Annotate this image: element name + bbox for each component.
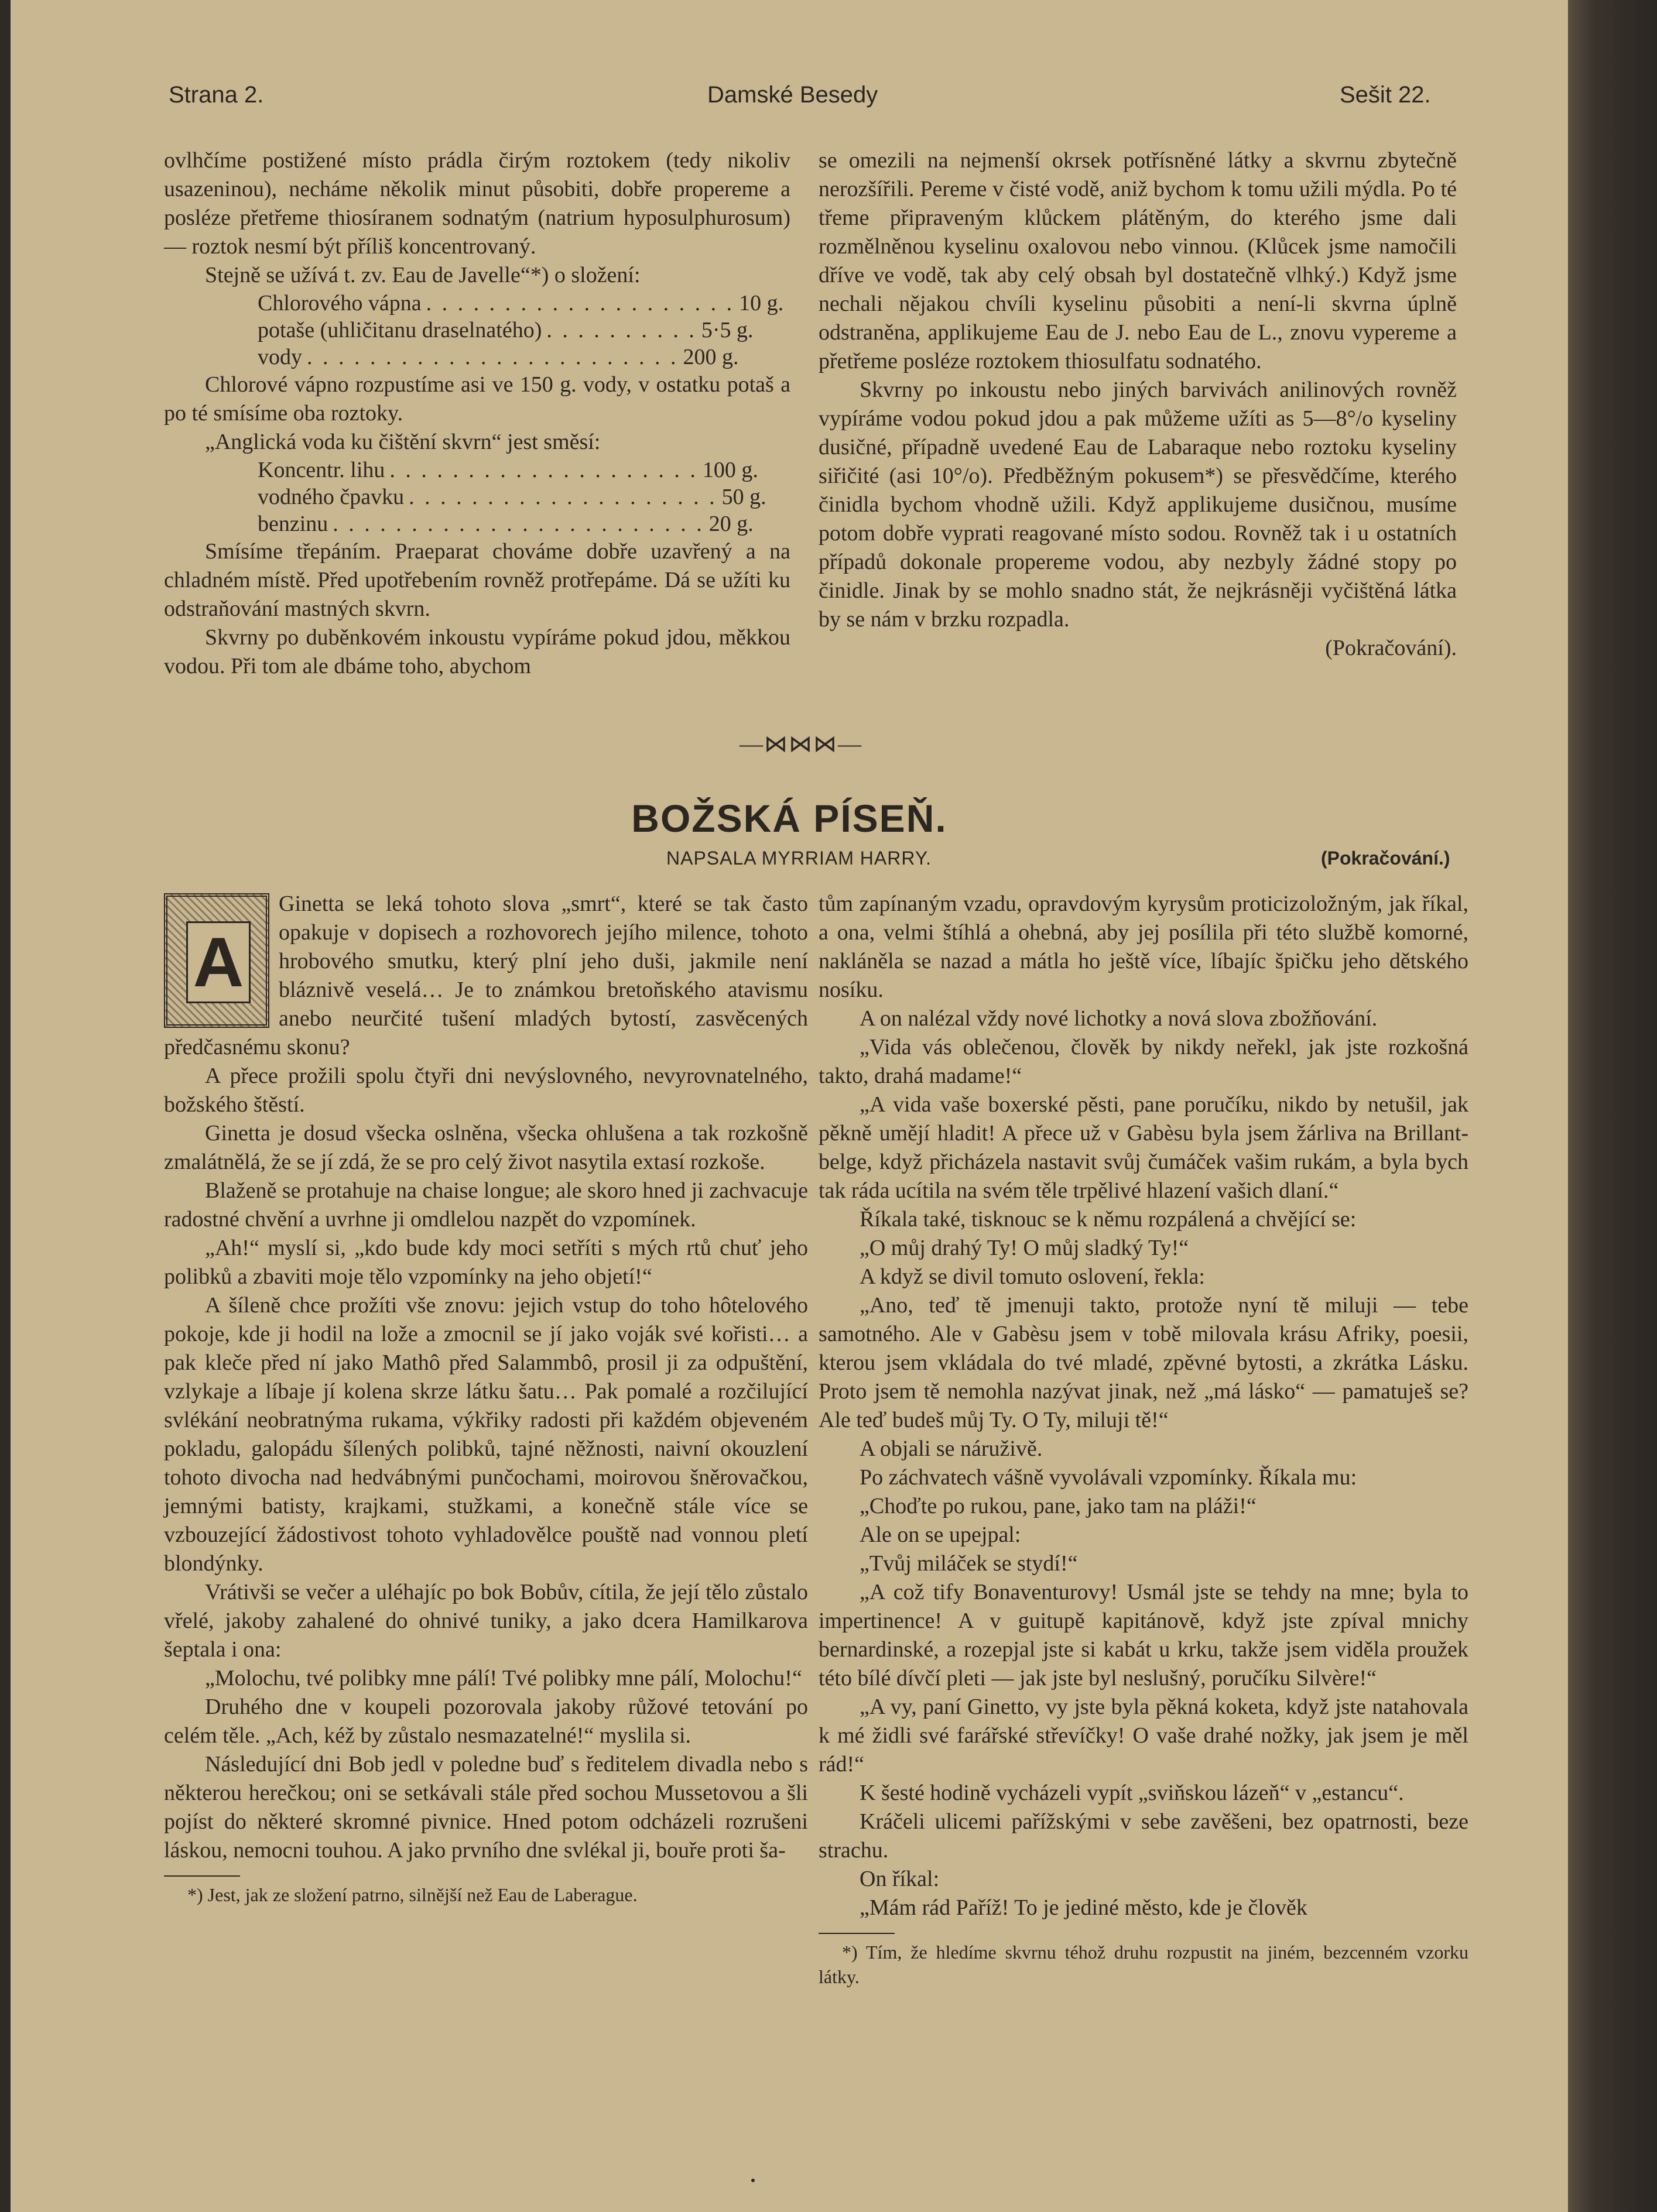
story-paragraph: Druhého dne v koupeli pozorovala jakoby růžové tetování po celém těle. „Ach, kéž by zůstalo nesmazatelné!“ myslila si. bbox=[164, 1695, 808, 1748]
paragraph: Smísíme třepáním. Praeparat chováme dobře uzavřený a na chladném místě. Před upotřebením rovněž protřepáme. Dá se užíti ku odstraňování mastných skvrn. bbox=[164, 539, 790, 621]
book-binding-edge bbox=[1568, 0, 1657, 2212]
story-paragraph: A když se divil tomuto oslovení, řekla: bbox=[860, 1264, 1205, 1289]
story-column-left bbox=[164, 890, 808, 1907]
story-paragraph: tům zapínaným vzadu, opravdovým kyrysům proticizoložným, jak říkal, a ona, velmi štíhlá a ohebná, aby jej posílila při této službě komorné, nakláněla se nazad a mátla ho ještě více, líbajíc špičku jeho dětského nosíku. bbox=[819, 891, 1468, 1002]
paragraph: Chlorové vápno rozpustíme asi ve 150 g. vody, v ostatku potaš a po té smísíme oba roztoky. bbox=[164, 372, 790, 426]
recipe-row: Chlorového vápna . . . . . . . . . . . . . . . . . . . . 10 g. bbox=[258, 291, 784, 315]
story-paragraph: „A vy, paní Ginetto, vy jste byla pěkná koketa, když jste natahovala k mé židli své farářské střevíčky! O vaše drahé nožky, jak jsem je měl rád!“ bbox=[819, 1695, 1468, 1777]
story-paragraph: „Ano, teď tě jmenuji takto, protože nyní tě miluji — tebe samotného. Ale v Gabèsu jsem v tobě milovala krásu Afriky, poesii, kterou jsem vkládala do tvé mladé, zpěvné bytosti, a zkrátka Lásku. Proto jsem tě nemohla nazývat jinak, než „má lásko“ — pamatuješ se? Ale teď budeš můj Ty. O Ty, miluji tě!“ bbox=[819, 1293, 1468, 1432]
footnote-rule bbox=[819, 1933, 895, 1934]
page-header bbox=[11, 70, 1568, 123]
recipe-row: benzinu . . . . . . . . . . . . . . . . . . . . . . . . 20 g. bbox=[258, 512, 754, 536]
story-paragraph: Ginetta se leká tohoto slova „smrt“, které se tak často opakuje v dopisech a rozhovorech jejího milence, tohoto hrobového smutku, který plní jeho duši, jakmile není bláznivě veselá… Je to známkou bretoňského atavismu anebo neurčité tušení mladých bytostí, zasvěcených předčasnému skonu? bbox=[164, 891, 808, 1059]
drop-cap: A bbox=[164, 893, 269, 1028]
story-paragraph: „Ah!“ myslí si, „kdo bude kdy moci setříti s mých rtů chuť jeho polibků a zbaviti moje tělo vzpomínky na jeho objetí!“ bbox=[164, 1236, 808, 1289]
story-continued-label: (Pokračování.) bbox=[1321, 848, 1450, 869]
story-paragraph: Vrátivši se večer a uléhajíc po bok Bobův, cítila, že její tělo zůstalo vřelé, jakoby zahalené do ohnivé tuniky, a jako dcera Hamilkarova šeptala i ona: bbox=[164, 1580, 808, 1662]
article-column-left bbox=[164, 146, 790, 681]
story-paragraph: „Tvůj miláček se stydí!“ bbox=[860, 1551, 1078, 1576]
paragraph: se omezili na nejmenší okrsek potřísněné látky a skvrnu zbytečně nerozšířili. Pereme v čisté vodě, aniž bychom k tomu užili mýdla. Po té třeme připraveným klůckem plátěným, do kterého jsme dali rozmělněnou kyselinu oxalovou nebo vinnou. (Klůcek jsme namočili dříve ve vodě, tak aby celý obsah byl dostatečně vlhký.) Když jsme nechali nějakou chvíli kyselinu působiti a není-li skvrna úplně odstraněna, applikujeme Eau de J. nebo Eau de L., znovu vypereme a přetřeme posléze roztokem thiosulfatu sodnatého. bbox=[819, 148, 1457, 373]
recipe-english-water bbox=[258, 457, 790, 537]
paragraph: ovlhčíme postižené místo prádla čirým roztokem (tedy nikoliv usazeninou), necháme několik minut působiti, dobře propereme a posléze přetřeme thiosíranem sodnatým (natrium hyposulphurosum) — roztok nesmí být příliš koncentrovaný. bbox=[164, 148, 790, 259]
story-paragraph: „Choďte po rukou, pane, jako tam na pláži!“ bbox=[860, 1494, 1257, 1518]
story-paragraph: A šíleně chce prožíti vše znovu: jejich vstup do toho hôtelového pokoje, kde ji hodil na lože a zmocnil se jí jako voják své kořisti… a pak kleče před ní jako Mathô před Salammbô, prosil ji za odpuštění, vzlykaje a líbaje jí kolena skrze látku šatu… Pak pomalé a rozčilující svlékání neobratnýma rukama, výkřiky radosti při každém objeveném pokladu, galopádu šílených polibků, tajné něžnosti, naivní okouzlení tohoto divocha nad hedvábnými punčochami, moirovou šněrovačkou, jemnými batisty, krajkami, stužkami, a konečně stále více se vzbouzející žádostivost tohoto vyhladovělce pouště nad vonnou pletí blondýnky. bbox=[164, 1293, 808, 1576]
story-paragraph: On říkal: bbox=[860, 1867, 940, 1891]
recipe-row: vodného čpavku . . . . . . . . . . . . . . . . . . . . 50 g. bbox=[258, 485, 766, 509]
paragraph: „Anglická voda ku čištění skvrn“ jest směsí: bbox=[205, 430, 601, 454]
recipe-row: vody . . . . . . . . . . . . . . . . . . . . . . . . 200 g. bbox=[258, 345, 739, 369]
magazine-page bbox=[11, 0, 1568, 2212]
story-paragraph: Blaženě se protahuje na chaise longue; ale skoro hned ji zachvacuje radostné chvění a uvrhne ji omdlelou nazpět do vzpomínek. bbox=[164, 1178, 808, 1232]
story-paragraph: Ginetta je dosud všecka oslněna, všecka ohlušena a tak rozkošně zmalátnělá, že se jí zdá, že se pro celý život nasytila extasí rozkoše. bbox=[164, 1121, 808, 1174]
footnote: *) Jest, jak ze složení patrno, silnější než Eau de Laberague. bbox=[187, 1884, 638, 1905]
story-paragraph: Ale on se upejpal: bbox=[860, 1522, 1021, 1547]
story-paragraph: A objali se náruživě. bbox=[860, 1436, 1043, 1461]
story-paragraph: A on nalézal vždy nové lichotky a nová slova zbožňování. bbox=[860, 1006, 1378, 1031]
story-paragraph: A přece prožili spolu čtyři dni nevýslovného, nevyrovnatelného, božského štěstí. bbox=[164, 1064, 808, 1117]
story-byline: NAPSALA MYRRIAM HARRY. bbox=[666, 848, 932, 869]
story-paragraph: Říkala také, tisknouc se k němu rozpálená a chvějící se: bbox=[860, 1207, 1357, 1232]
story-paragraph: K šesté hodině vycházeli vypít „sviňskou lázeň“ v „estancu“. bbox=[860, 1781, 1404, 1805]
recipe-row: potaše (uhličitanu draselnatého) . . . . . . . . . . 5·5 g. bbox=[258, 318, 754, 342]
story-paragraph: Kráčeli ulicemi pařížskými v sebe zavěšeni, bez opatrnosti, beze strachu. bbox=[819, 1809, 1468, 1863]
page-number: Strana 2. bbox=[169, 82, 264, 108]
story-paragraph: „Vida vás oblečenou, člověk by nikdy neřekl, jak jste rozkošná takto, drahá madame!“ bbox=[819, 1035, 1468, 1088]
story-paragraph: „Mám rád Paříž! To je jediné město, kde je člověk bbox=[860, 1895, 1307, 1920]
section-divider-ornament: —⋈⋈⋈— bbox=[740, 730, 862, 757]
footnote: *) Tím, že hledíme skvrnu téhož druhu rozpustit na jiném, bezcenném vzorku látky. bbox=[819, 1942, 1468, 1987]
continued-note: (Pokračování). bbox=[1325, 636, 1457, 660]
issue-number: Sešit 22. bbox=[1340, 82, 1431, 108]
story-title: BOŽSKÁ PÍSEŇ. bbox=[631, 797, 947, 840]
page-dot bbox=[751, 2179, 755, 2182]
story-paragraph: „A vida vaše boxerské pěsti, pane poručíku, nikdo by netušil, jak pěkně umějí hladit! A přece už v Gabèsu byla jsem žárliva na Brillant-belge, když přicházela nastavit svůj čumáček vašim rukám, a byla bych tak ráda ucítila na svém těle trpělivé hlazení vašich dlaní.“ bbox=[819, 1092, 1468, 1203]
paragraph: Skvrny po duběnkovém inkoustu vypíráme pokud jdou, měkkou vodou. Při tom ale dbáme toho, abychom bbox=[164, 625, 790, 678]
story-paragraph: „Molochu, tvé polibky mne pálí! Tvé polibky mne pálí, Molochu!“ bbox=[205, 1666, 802, 1690]
magazine-title: Damské Besedy bbox=[707, 82, 878, 108]
paragraph: Stejně se užívá t. zv. Eau de Javelle“*) o složení: bbox=[205, 263, 641, 287]
footnote-rule bbox=[164, 1875, 240, 1877]
story-paragraph: Následující dni Bob jedl v poledne buď s ředitelem divadla nebo s některou herečkou; oni se setkávali stále před sochou Mussetovou a šli pojíst do některé skromné pivnice. Hned potom odcházeli rozrušeni láskou, nemocni touhou. A jako prvního dne svlékal ji, bouře proti ša- bbox=[164, 1752, 808, 1863]
article-column-right bbox=[819, 146, 1457, 663]
story-column-right bbox=[819, 890, 1468, 1989]
story-paragraph: „A což tify Bonaventurovy! Usmál jste se tehdy na mne; byla to impertinence! A v guitupě kapitánově, když jste zpíval mnichy bernardinské, a rozepjal jste si kabát u krku, takže jsem viděla proužek této bílé dívčí pleti — jak jste byl neslušný, poručíku Silvère!“ bbox=[819, 1580, 1468, 1690]
paragraph: Skvrny po inkoustu nebo jiných barvivách anilinových rovněž vypíráme vodou pokud jdou a pak můžeme užíti as 5—8°/o kyseliny dusičné, případně uvedené Eau de Labaraque nebo roztoku kyseliny siřičité (asi 10°/o). Předběžným pokusem*) se přesvědčíme, kterého činidla bychom vhodně užili. Když applikujeme dusičnou, musíme potom dobře vyprati reagované místo sodou. Rovněž tak i u ostatních případů dokonale propereme vodou, aby nezbyly žádné stopy po činidle. Jinak by se mohlo snadno stát, že nejkrásněji vyčištěná látka by se nám v brzku rozpadla. bbox=[819, 378, 1457, 632]
recipe-javelle bbox=[258, 290, 790, 371]
story-paragraph: „O můj drahý Ty! O můj sladký Ty!“ bbox=[860, 1236, 1189, 1260]
recipe-row: Koncentr. lihu . . . . . . . . . . . . . . . . . . . . 100 g. bbox=[258, 458, 758, 482]
story-paragraph: Po záchvatech vášně vyvolávali vzpomínky. Říkala mu: bbox=[860, 1465, 1357, 1490]
